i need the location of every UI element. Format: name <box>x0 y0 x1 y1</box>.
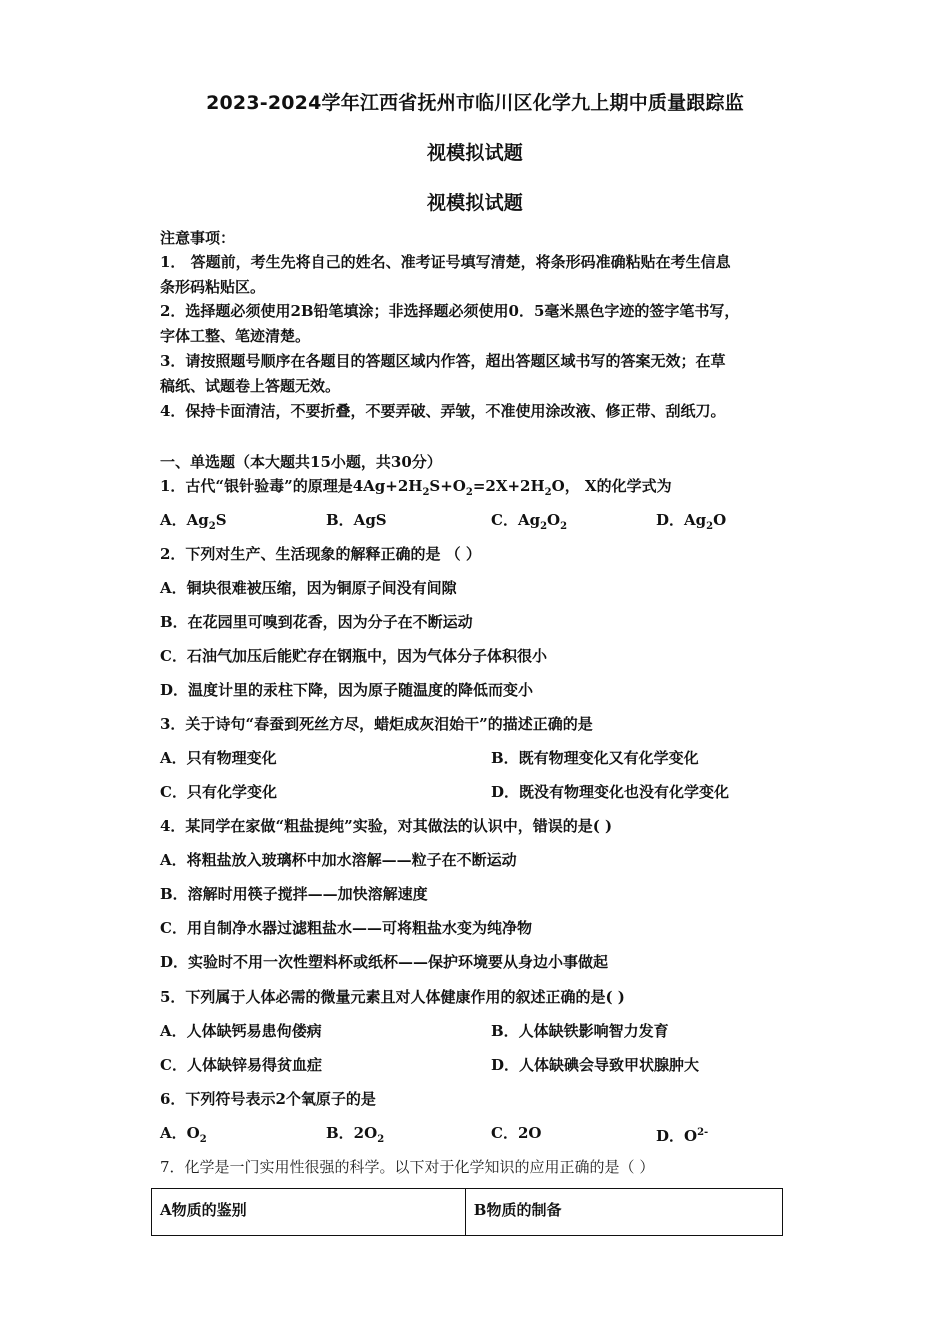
q1-option-c: C．$Ag_2O_2$ <box>491 511 568 532</box>
question-7-stem: 7．化学是一门实用性很强的科学。以下对于化学知识的应用正确的是（ ） <box>160 1158 655 1176</box>
q7-table-cell: B物质的制备 <box>465 1189 782 1236</box>
q3-option-d: D．既没有物理变化也没有化学变化 <box>491 783 730 801</box>
question-3-stem: 3．关于诗句“春蚕到死丝方尽，蜡炬成灰泪始干”的描述正确的是 <box>160 715 593 733</box>
q3-option-a: A．只有物理变化 <box>160 749 277 767</box>
q4-option: C．用自制净水器过滤粗盐水——可将粗盐水变为纯净物 <box>160 919 532 937</box>
notice-line: 4．保持卡面清洁，不要折叠，不要弄破、弄皱，不准使用涂改液、修正带、刮纸刀。 <box>160 402 726 420</box>
q6-option-d: D．$O^{2-}$ <box>656 1127 709 1145</box>
question-4-stem: 4．某同学在家做“粗盐提纯”实验，对其做法的认识中，错误的是( ) <box>160 817 613 835</box>
q4-option: D．实验时不用一次性塑料杯或纸杯——保护环境要从身边小事做起 <box>160 953 609 971</box>
q4-option: A．将粗盐放入玻璃杯中加水溶解——粒子在不断运动 <box>160 851 517 869</box>
q5-option-c: C．人体缺锌易得贫血症 <box>160 1056 322 1074</box>
question-1-stem: 1．古代“银针验毒”的原理是$4Ag+2H_2S+O_2=2X+2H_2O$， X的化学式为 <box>160 477 672 498</box>
q7-table <box>151 1188 783 1236</box>
q1-option-a: A．$Ag_2S$ <box>160 511 227 532</box>
q7-table-cell: A物质的鉴别 <box>152 1189 466 1236</box>
q5-option-a: A．人体缺钙易患佝偻病 <box>160 1022 322 1040</box>
q2-option: C．石油气加压后能贮存在钢瓶中，因为气体分子体积很小 <box>160 647 547 665</box>
q2-option: D．温度计里的汞柱下降，因为原子随温度的降低而变小 <box>160 681 534 699</box>
q6-option-a: A．$O_2$ <box>160 1124 207 1145</box>
notice-line: 1． 答题前，考生先将自己的姓名、准考证号填写清楚，将条形码准确粘贴在考生信息 <box>160 253 731 271</box>
question-6-stem: 6．下列符号表示2个氧原子的是 <box>160 1090 376 1108</box>
exam-title-line1: 2023-2024学年江西省抚州市临川区化学九上期中质量跟踪监 <box>206 92 744 114</box>
notice-line: 3．请按照题号顺序在各题目的答题区域内作答，超出答题区域书写的答案无效；在草 <box>160 352 726 370</box>
q5-option-d: D．人体缺碘会导致甲状腺肿大 <box>491 1056 700 1074</box>
exam-title-line2: 视模拟试题 <box>426 142 523 164</box>
q1-option-d: D．$Ag_2O$ <box>656 511 727 532</box>
question-5-stem: 5．下列属于人体必需的微量元素且对人体健康作用的叙述正确的是( ) <box>160 988 625 1006</box>
notice-heading: 注意事项： <box>160 229 236 247</box>
q4-option: B．溶解时用筷子搅拌——加快溶解速度 <box>160 885 428 903</box>
notice-line: 条形码粘贴区。 <box>160 278 266 296</box>
q1-option-b: B．AgS <box>326 511 387 529</box>
q6-option-c: C．2O <box>491 1124 542 1142</box>
q3-option-c: C．只有化学变化 <box>160 783 277 801</box>
notice-line: 2．选择题必须使用2B铅笔填涂；非选择题必须使用0．5毫米黑色字迹的签字笔书写， <box>160 302 740 320</box>
notice-line: 字体工整、笔迹清楚。 <box>160 327 311 345</box>
q5-option-b: B．人体缺铁影响智力发育 <box>491 1022 669 1040</box>
q2-option: B．在花园里可嗅到花香，因为分子在不断运动 <box>160 613 473 631</box>
exam-title-line3: 视模拟试题 <box>426 192 523 214</box>
q2-option: A．铜块很难被压缩，因为铜原子间没有间隙 <box>160 579 457 597</box>
q3-option-b: B．既有物理变化又有化学变化 <box>491 749 699 767</box>
notice-line: 稿纸、试题卷上答题无效。 <box>160 377 341 395</box>
q6-option-b: B．$2O_2$ <box>326 1124 385 1145</box>
section-heading: 一、单选题（本大题共15小题，共30分） <box>160 453 442 471</box>
question-2-stem: 2．下列对生产、生活现象的解释正确的是 （ ） <box>160 545 481 563</box>
